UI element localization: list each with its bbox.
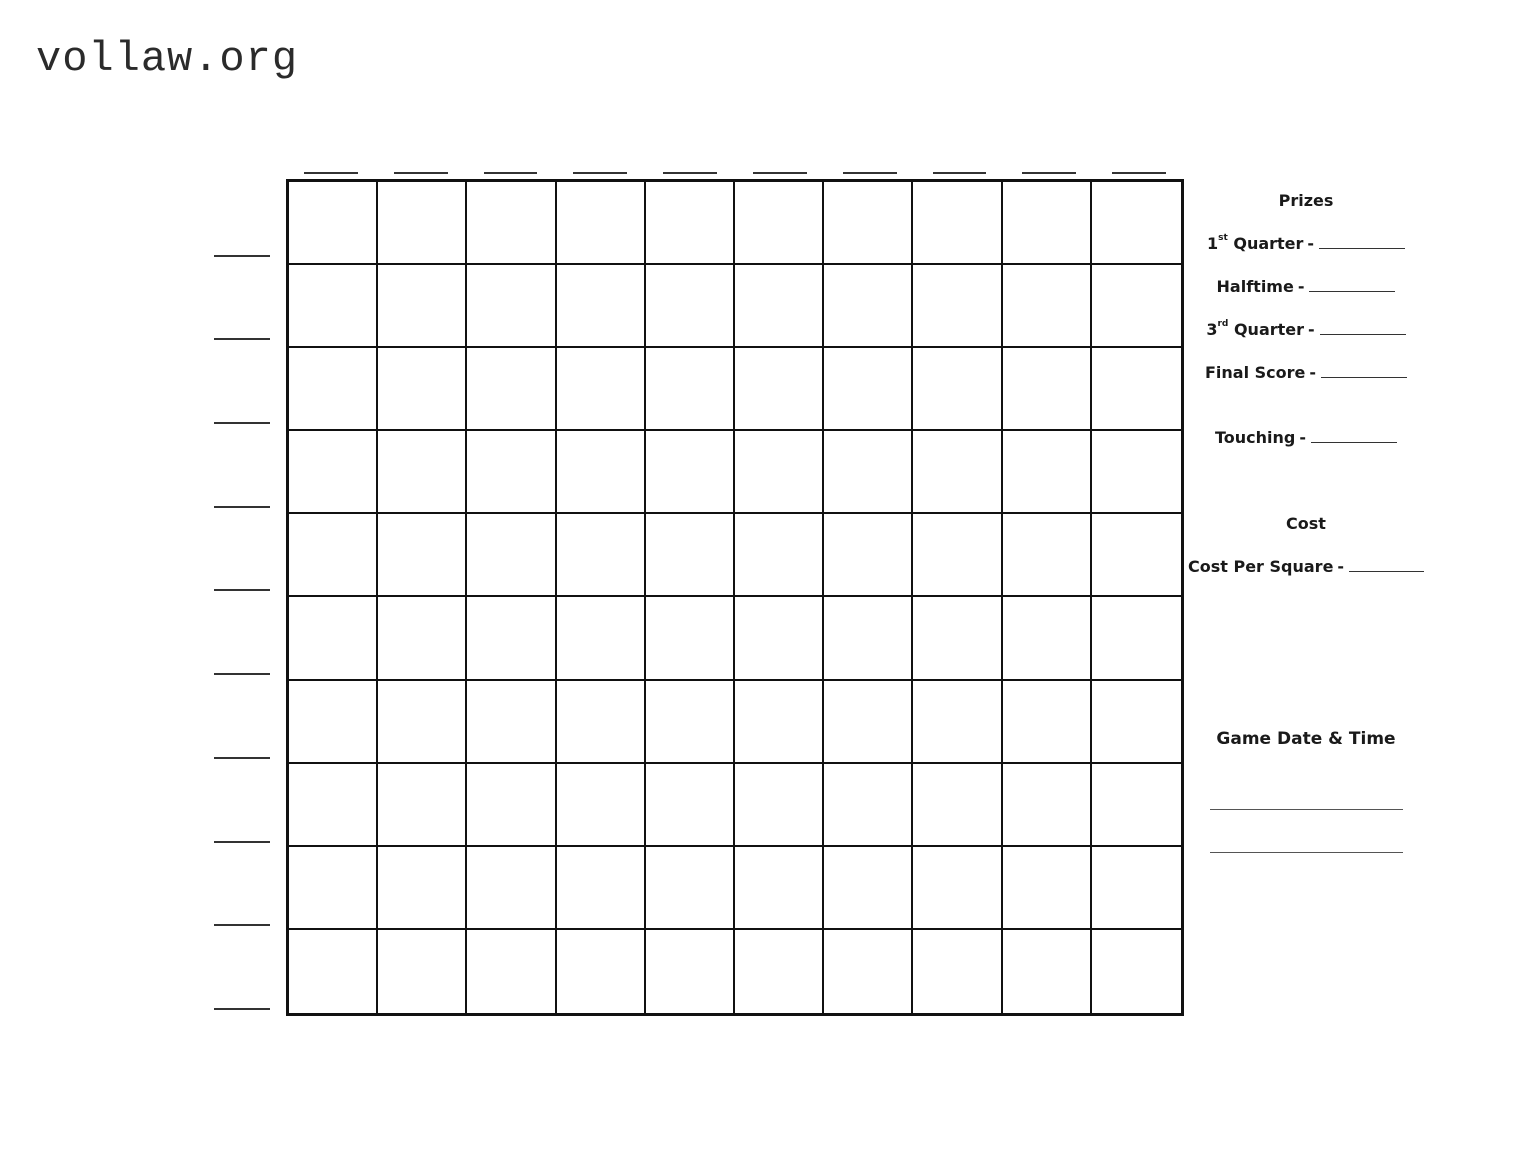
game-time-line xyxy=(1210,852,1403,853)
grid-square xyxy=(646,764,735,847)
column-number-blank xyxy=(286,160,376,176)
grid-square xyxy=(1092,265,1181,348)
row-number-blank xyxy=(214,263,270,347)
column-number-blanks xyxy=(286,160,1184,176)
row-number-blank xyxy=(214,179,270,263)
grid-square xyxy=(646,182,735,265)
row-number-blank xyxy=(214,514,270,598)
row-number-blanks xyxy=(214,179,270,1016)
grid-square xyxy=(289,348,378,431)
grid-square xyxy=(557,764,646,847)
grid-square xyxy=(1092,348,1181,431)
grid-square xyxy=(824,930,913,1013)
grid-square xyxy=(1003,847,1092,930)
grid-square xyxy=(1092,930,1181,1013)
prize-3rd-quarter-label: 3rd Quarter xyxy=(1206,319,1305,339)
row-number-blank xyxy=(214,932,270,1016)
row-number-blank xyxy=(214,430,270,514)
grid-square xyxy=(1003,431,1092,514)
grid-square xyxy=(557,265,646,348)
cost-per-square: Cost Per Square - xyxy=(1188,559,1424,575)
grid-square xyxy=(824,265,913,348)
grid-square xyxy=(735,597,824,680)
grid-square xyxy=(824,681,913,764)
grid-square xyxy=(557,847,646,930)
row-number-blank xyxy=(214,597,270,681)
grid-square xyxy=(824,847,913,930)
grid-square xyxy=(467,431,556,514)
game-date-time-heading: Game Date & Time xyxy=(1216,729,1396,749)
grid-square xyxy=(467,597,556,680)
prize-touching-label: Touching xyxy=(1214,428,1296,447)
cost-heading: Cost xyxy=(1286,514,1326,533)
grid-square xyxy=(646,514,735,597)
grid-square xyxy=(557,930,646,1013)
grid-square xyxy=(646,681,735,764)
column-number-blank xyxy=(915,160,1005,176)
grid-square xyxy=(378,265,467,348)
prize-3rd-quarter: 3rd Quarter - xyxy=(1188,322,1424,338)
grid-square xyxy=(289,847,378,930)
row-number-blank xyxy=(214,849,270,933)
grid-square xyxy=(467,930,556,1013)
grid-square xyxy=(1092,514,1181,597)
prize-1st-quarter-blank xyxy=(1319,236,1405,249)
grid-square xyxy=(289,930,378,1013)
grid-square xyxy=(289,514,378,597)
grid-square xyxy=(1003,514,1092,597)
grid-square xyxy=(1003,182,1092,265)
grid-square xyxy=(913,431,1002,514)
grid-square xyxy=(913,597,1002,680)
grid-square xyxy=(378,348,467,431)
grid-square xyxy=(467,265,556,348)
grid-square xyxy=(557,681,646,764)
grid-square xyxy=(735,431,824,514)
row-number-blank xyxy=(214,765,270,849)
grid-square xyxy=(289,597,378,680)
grid-square xyxy=(646,348,735,431)
column-number-blank xyxy=(825,160,915,176)
grid-square xyxy=(557,597,646,680)
row-number-blank xyxy=(214,681,270,765)
grid-square xyxy=(289,764,378,847)
grid-square xyxy=(824,182,913,265)
grid-square xyxy=(735,265,824,348)
grid-square xyxy=(557,182,646,265)
grid-square xyxy=(913,514,1002,597)
grid-square xyxy=(1092,597,1181,680)
grid-square xyxy=(467,514,556,597)
prize-touching-blank xyxy=(1311,430,1397,443)
row-number-blank xyxy=(214,346,270,430)
grid-square xyxy=(1003,348,1092,431)
grid-square xyxy=(1092,847,1181,930)
grid-square xyxy=(913,764,1002,847)
grid-square xyxy=(467,182,556,265)
grid-square xyxy=(378,847,467,930)
prize-1st-quarter-label: 1st Quarter xyxy=(1206,233,1304,253)
grid-square xyxy=(557,431,646,514)
grid-square xyxy=(735,681,824,764)
cost-per-square-blank xyxy=(1349,559,1424,572)
prize-final-score-label: Final Score xyxy=(1204,363,1306,382)
column-number-blank xyxy=(466,160,556,176)
column-number-blank xyxy=(735,160,825,176)
grid-square xyxy=(378,681,467,764)
grid-square xyxy=(289,265,378,348)
prize-halftime: Halftime - xyxy=(1188,279,1424,295)
grid-square xyxy=(1092,681,1181,764)
prize-halftime-blank xyxy=(1309,279,1395,292)
prize-final-score-blank xyxy=(1321,365,1407,378)
grid-square xyxy=(646,265,735,348)
prize-1st-quarter: 1st Quarter - xyxy=(1188,236,1424,252)
grid-square xyxy=(824,764,913,847)
grid-square xyxy=(646,847,735,930)
grid-square xyxy=(378,930,467,1013)
squares-grid xyxy=(286,179,1184,1016)
grid-square xyxy=(378,597,467,680)
grid-square xyxy=(467,348,556,431)
prize-3rd-quarter-blank xyxy=(1320,322,1406,335)
grid-square xyxy=(378,764,467,847)
grid-square xyxy=(1092,764,1181,847)
info-sidebar xyxy=(1188,0,1428,1173)
grid-square xyxy=(467,847,556,930)
grid-square xyxy=(289,681,378,764)
grid-square xyxy=(913,847,1002,930)
grid-square xyxy=(467,681,556,764)
grid-square xyxy=(735,348,824,431)
grid-square xyxy=(378,182,467,265)
grid-square xyxy=(824,431,913,514)
grid-square xyxy=(467,764,556,847)
grid-square xyxy=(1003,597,1092,680)
grid-square xyxy=(646,431,735,514)
grid-square xyxy=(913,348,1002,431)
grid-square xyxy=(735,182,824,265)
prize-final-score: Final Score - xyxy=(1188,365,1424,381)
grid-square xyxy=(1003,930,1092,1013)
column-number-blank xyxy=(555,160,645,176)
grid-square xyxy=(913,930,1002,1013)
grid-square xyxy=(646,597,735,680)
grid-square xyxy=(378,514,467,597)
grid-square xyxy=(557,514,646,597)
grid-square xyxy=(735,764,824,847)
watermark: vollaw.org xyxy=(36,35,299,83)
grid-square xyxy=(1092,431,1181,514)
column-number-blank xyxy=(645,160,735,176)
grid-square xyxy=(557,348,646,431)
cost-per-square-label: Cost Per Square xyxy=(1188,557,1334,576)
grid-square xyxy=(824,348,913,431)
grid-square xyxy=(1003,681,1092,764)
prize-halftime-label: Halftime xyxy=(1216,277,1294,296)
column-number-blank xyxy=(1004,160,1094,176)
grid-square xyxy=(1003,265,1092,348)
grid-square xyxy=(289,431,378,514)
grid-square xyxy=(735,514,824,597)
grid-square xyxy=(913,265,1002,348)
grid-square xyxy=(824,514,913,597)
grid-square xyxy=(735,847,824,930)
column-number-blank xyxy=(376,160,466,176)
grid-square xyxy=(824,597,913,680)
game-date-line xyxy=(1210,809,1403,810)
grid-square xyxy=(735,930,824,1013)
grid-square xyxy=(1003,764,1092,847)
grid-square xyxy=(289,182,378,265)
column-number-blank xyxy=(1094,160,1184,176)
prize-touching: Touching - xyxy=(1188,430,1424,446)
grid-square xyxy=(646,930,735,1013)
grid-square xyxy=(913,182,1002,265)
prizes-heading: Prizes xyxy=(1278,191,1334,210)
grid-square xyxy=(1092,182,1181,265)
grid-square xyxy=(913,681,1002,764)
grid-square xyxy=(378,431,467,514)
